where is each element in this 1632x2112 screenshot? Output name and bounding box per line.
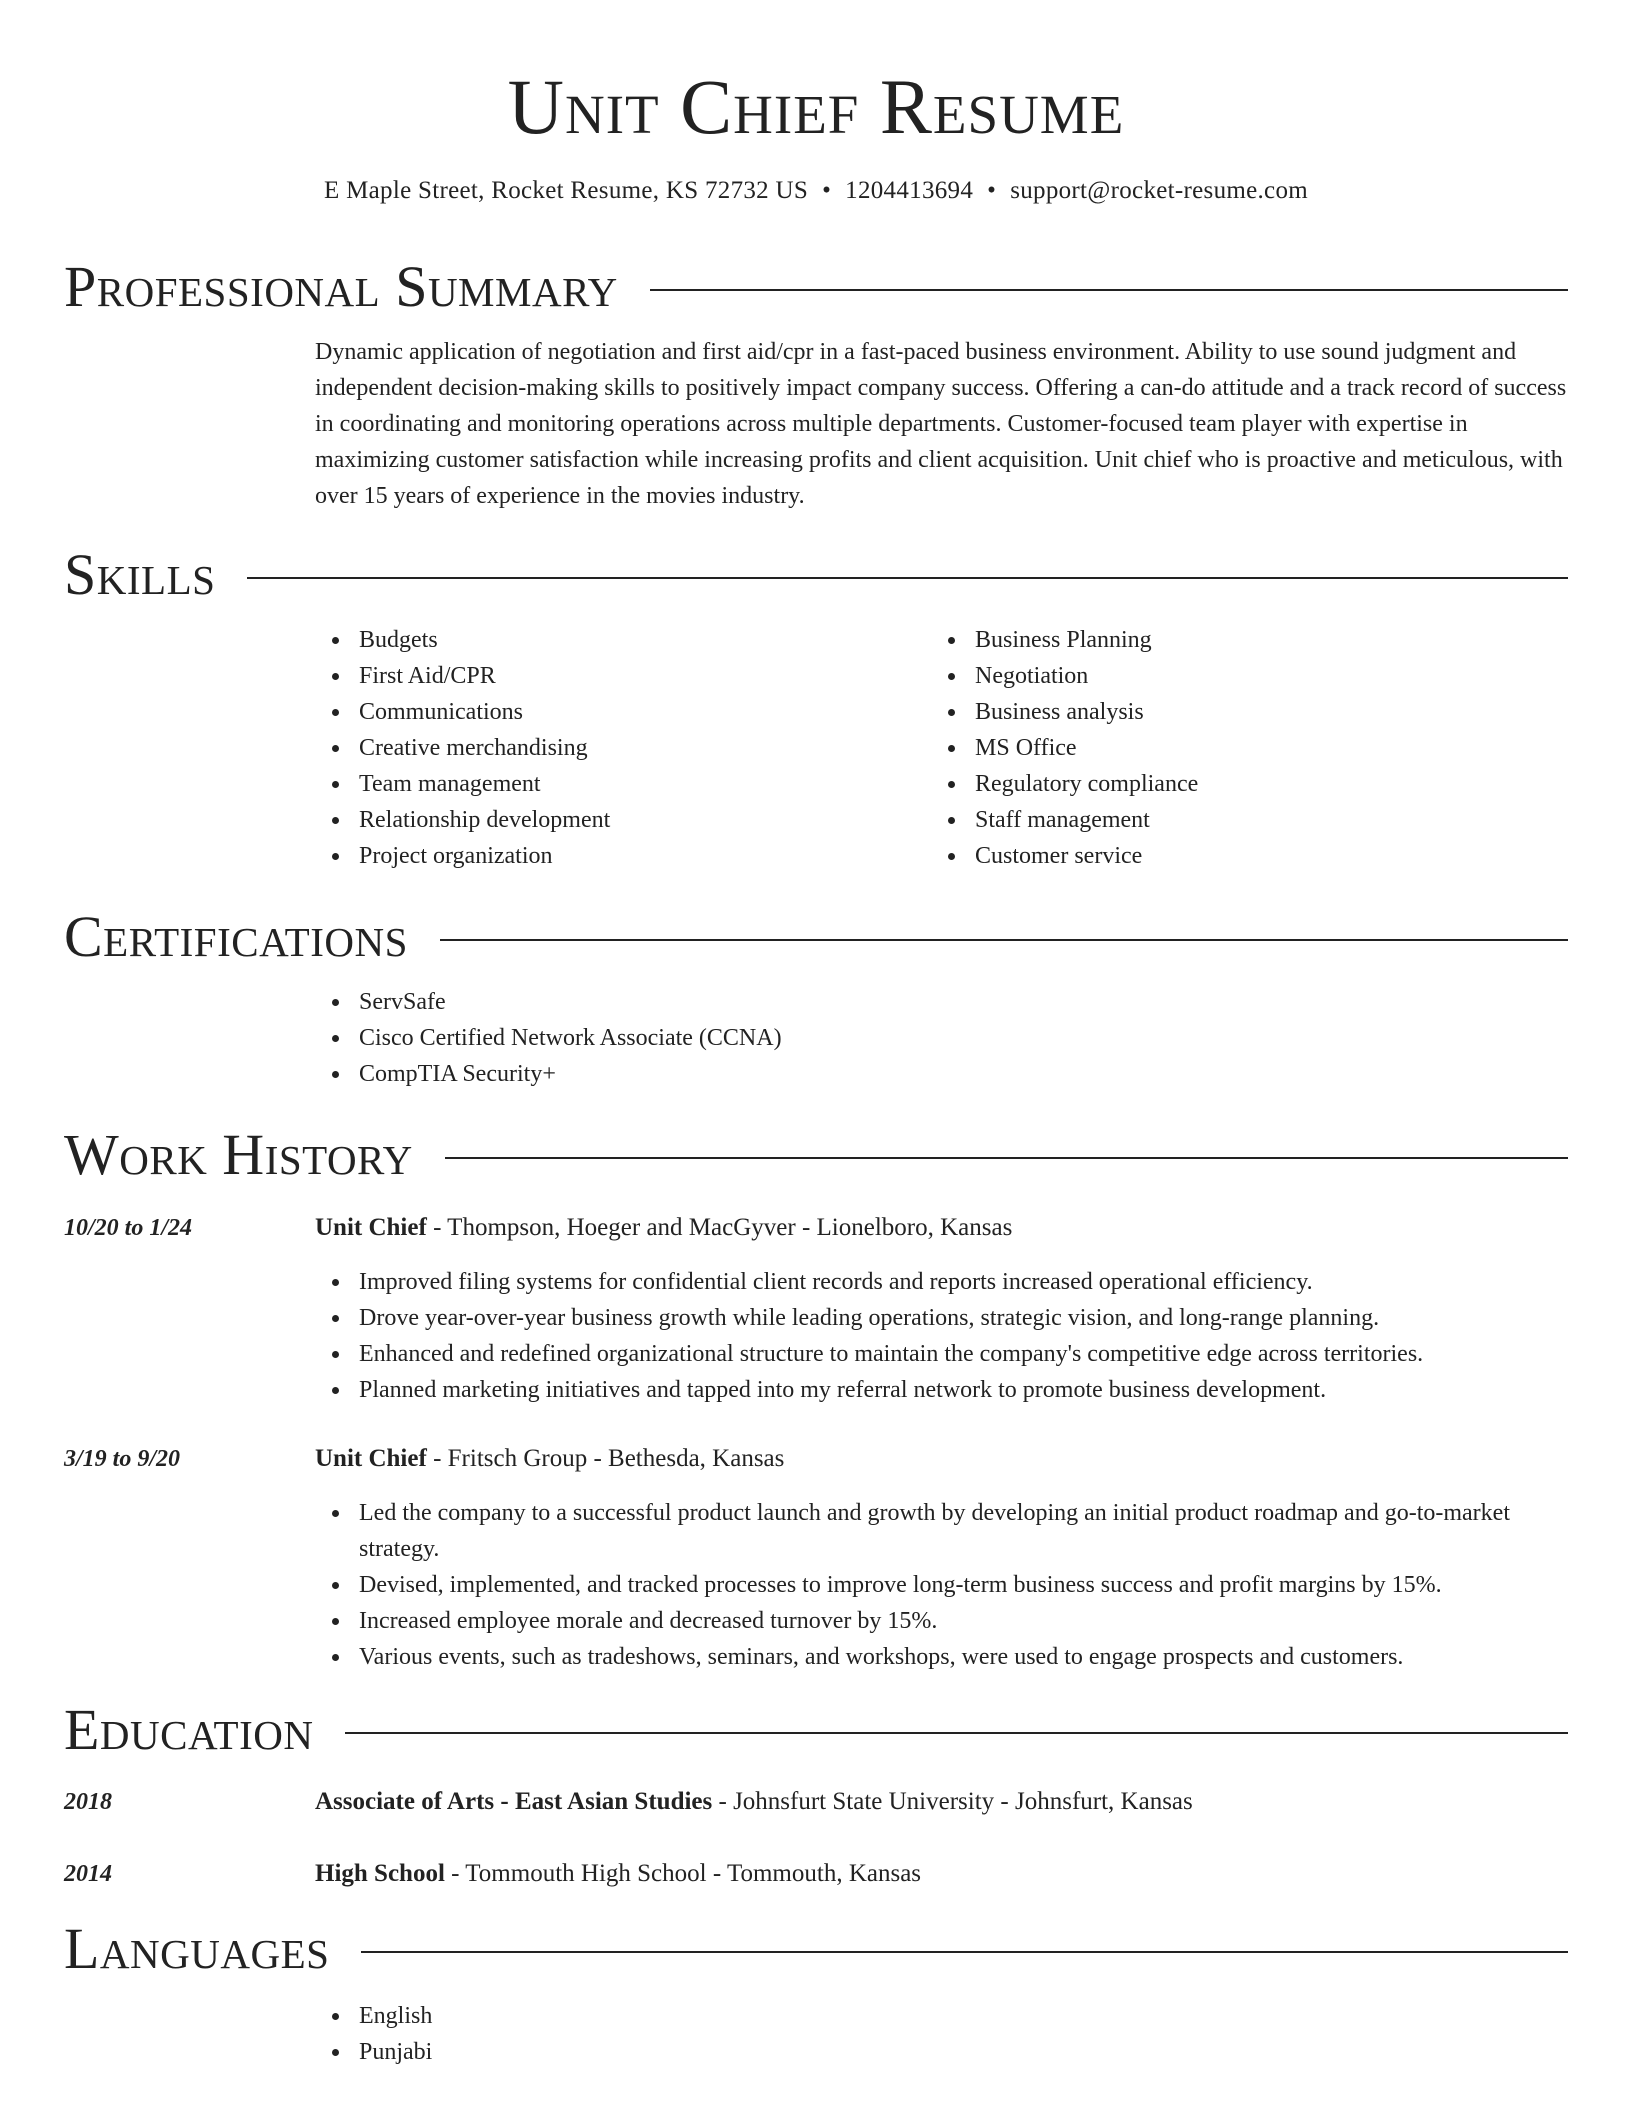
skill-item: Business analysis xyxy=(931,694,1547,730)
contact-phone: 1204413694 xyxy=(845,177,974,204)
language-item: Punjabi xyxy=(315,2034,1568,2070)
section-title: Professional Summary xyxy=(64,254,618,319)
section-divider xyxy=(361,1951,1568,1953)
skills-list-right xyxy=(931,622,1547,874)
skill-item: Staff management xyxy=(931,802,1547,838)
certification-item: Cisco Certified Network Associate (CCNA) xyxy=(315,1020,1568,1056)
section-title: Education xyxy=(64,1697,314,1762)
work-dates: 10/20 to 1/24 xyxy=(64,1215,193,1241)
work-dates: 3/19 to 9/20 xyxy=(64,1446,181,1472)
skill-item: Creative merchandising xyxy=(315,730,931,766)
work-role: Unit Chief xyxy=(315,1445,427,1472)
certification-item: CompTIA Security+ xyxy=(315,1056,1568,1092)
contact-address: E Maple Street, Rocket Resume, KS 72732 US xyxy=(324,177,809,204)
section-heading-education xyxy=(64,1695,1568,1765)
certification-item: ServSafe xyxy=(315,984,1568,1020)
skill-item: First Aid/CPR xyxy=(315,658,931,694)
education-degree: High School xyxy=(315,1860,445,1887)
section-divider xyxy=(247,577,1568,579)
education-year: 2018 xyxy=(64,1789,112,1815)
work-heading xyxy=(315,1210,1568,1246)
work-bullet: Led the company to a successful product launch and growth by developing an initial product roadmap and go-to-market strategy. xyxy=(315,1495,1568,1567)
work-bullets xyxy=(315,1264,1568,1408)
certifications-block xyxy=(315,984,1568,1092)
work-bullet: Enhanced and redefined organizational structure to maintain the company's competitive edge across territories. xyxy=(315,1336,1568,1372)
work-role: Unit Chief xyxy=(315,1214,427,1241)
section-title: Languages xyxy=(64,1916,330,1981)
section-heading-work-history xyxy=(64,1120,1568,1190)
contact-separator: • xyxy=(987,177,997,204)
section-heading-certifications xyxy=(64,902,1568,972)
section-heading-summary xyxy=(64,252,1568,322)
work-heading xyxy=(315,1441,1568,1477)
skill-item: Relationship development xyxy=(315,802,931,838)
contact-separator: • xyxy=(822,177,832,204)
education-year: 2014 xyxy=(64,1861,112,1887)
work-bullet: Various events, such as tradeshows, seminars, and workshops, were used to engage prospects and customers. xyxy=(315,1639,1568,1675)
section-title: Skills xyxy=(64,542,216,607)
languages-block xyxy=(315,1998,1568,2070)
certifications-list xyxy=(315,984,1568,1092)
skills-block xyxy=(315,622,1568,874)
language-item: English xyxy=(315,1998,1568,2034)
skill-item: Project organization xyxy=(315,838,931,874)
resume-title: Unit Chief Resume xyxy=(507,63,1125,150)
section-divider xyxy=(345,1732,1568,1734)
summary-block xyxy=(315,334,1568,514)
section-divider xyxy=(440,939,1568,941)
education-heading xyxy=(315,1784,1568,1820)
education-details: - Johnsfurt State University - Johnsfurt, Kansas xyxy=(712,1788,1193,1815)
work-bullet: Drove year-over-year business growth while leading operations, strategic vision, and long-range planning. xyxy=(315,1300,1568,1336)
section-heading-skills xyxy=(64,540,1568,610)
section-divider xyxy=(445,1157,1568,1159)
education-degree: Associate of Arts - East Asian Studies xyxy=(315,1788,713,1815)
education-details: - Tommouth High School - Tommouth, Kansas xyxy=(444,1860,922,1887)
work-bullet: Improved filing systems for confidential client records and reports increased operational efficiency. xyxy=(315,1264,1568,1300)
contact-email: support@rocket-resume.com xyxy=(1010,177,1308,204)
section-heading-languages xyxy=(64,1914,1568,1984)
skill-item: Regulatory compliance xyxy=(931,766,1547,802)
summary-text: Dynamic application of negotiation and first aid/cpr in a fast-paced business environment. Ability to use sound judgment and independent decision-making skills to positively impact company success. Offering a can-do attitude and a track record of success in coordinating and monitoring operations across multiple departments. Customer-focused team player with expertise in maximizing customer satisfaction while increasing profits and client acquisition. Unit chief who is proactive and meticulous, with over 15 years of experience in the movies industry. xyxy=(315,339,1567,509)
work-bullet: Devised, implemented, and tracked processes to improve long-term business success and profit margins by 15%. xyxy=(315,1567,1568,1603)
contact-line xyxy=(64,176,1568,206)
skill-item: Negotiation xyxy=(931,658,1547,694)
section-title: Certifications xyxy=(64,904,408,969)
work-details: - Fritsch Group - Bethesda, Kansas xyxy=(426,1445,785,1472)
skill-item: Communications xyxy=(315,694,931,730)
skill-item: Budgets xyxy=(315,622,931,658)
skill-item: MS Office xyxy=(931,730,1547,766)
work-bullet: Planned marketing initiatives and tapped into my referral network to promote business development. xyxy=(315,1372,1568,1408)
work-details: - Thompson, Hoeger and MacGyver - Lionelboro, Kansas xyxy=(426,1214,1013,1241)
education-heading xyxy=(315,1856,1568,1892)
work-bullet: Increased employee morale and decreased turnover by 15%. xyxy=(315,1603,1568,1639)
skills-list-left xyxy=(315,622,931,874)
languages-list xyxy=(315,1998,1568,2070)
work-bullets xyxy=(315,1495,1568,1675)
section-title: Work History xyxy=(64,1122,413,1187)
skill-item: Business Planning xyxy=(931,622,1547,658)
skill-item: Customer service xyxy=(931,838,1547,874)
section-divider xyxy=(650,289,1568,291)
skill-item: Team management xyxy=(315,766,931,802)
